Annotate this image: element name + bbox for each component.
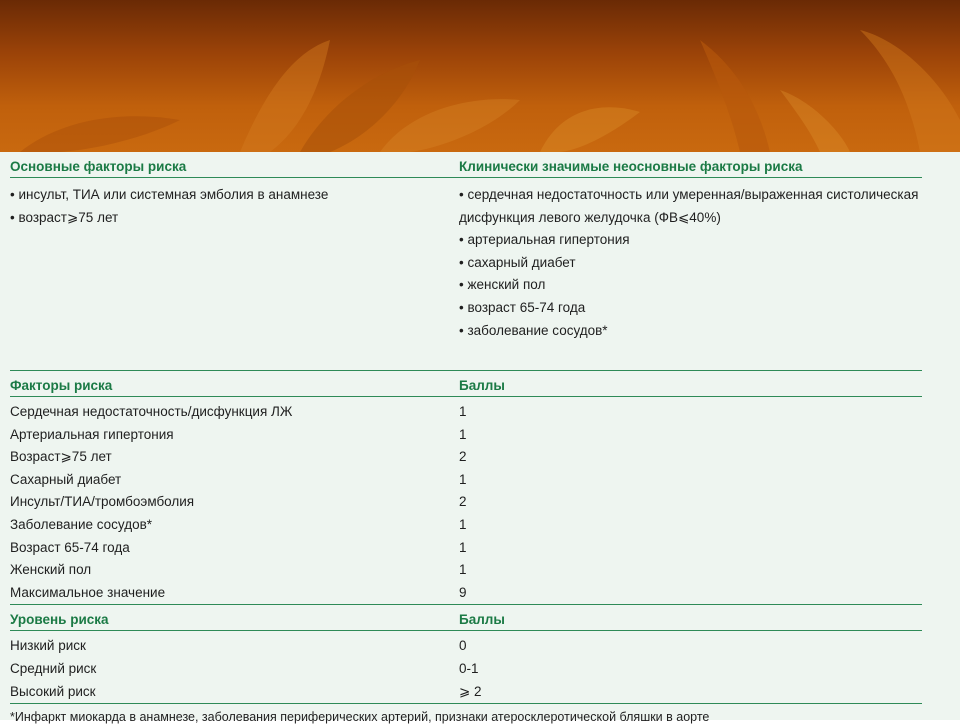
points-cell: 2 bbox=[459, 494, 467, 510]
list-item: • возраст 65-74 года bbox=[459, 299, 586, 315]
factor-cell: Артериальная гипертония bbox=[10, 426, 174, 442]
table-row bbox=[10, 537, 922, 560]
factor-cell: Женский пол bbox=[10, 562, 92, 578]
list-item: • артериальная гипертония bbox=[459, 232, 630, 248]
list-item: • женский пол bbox=[459, 277, 546, 293]
table-row bbox=[10, 424, 922, 447]
section1-body bbox=[10, 178, 922, 371]
risk-level-cell: Средний риск bbox=[10, 660, 97, 676]
section1-header bbox=[10, 152, 922, 178]
table-row bbox=[10, 635, 922, 658]
points-cell: 1 bbox=[459, 471, 467, 487]
section3-header bbox=[10, 605, 922, 631]
factor-cell: Возраст⩾75 лет bbox=[10, 449, 112, 465]
table-row bbox=[10, 514, 922, 537]
points-cell: 2 bbox=[459, 449, 467, 465]
risk-factors-heading: Факторы риска bbox=[10, 378, 113, 393]
list-item: дисфункция левого желудочка (ФВ⩽40%) bbox=[459, 209, 721, 225]
factor-cell: Максимальное значение bbox=[10, 584, 166, 600]
scoring-rows bbox=[10, 397, 922, 605]
points-cell: 0-1 bbox=[459, 660, 479, 676]
points-cell: ⩾ 2 bbox=[459, 683, 482, 699]
risk-level-cell: Низкий риск bbox=[10, 638, 86, 654]
leaf-pattern-graphic bbox=[0, 0, 960, 152]
factor-cell: Заболевание сосудов* bbox=[10, 516, 153, 532]
points-cell: 1 bbox=[459, 539, 467, 555]
list-item: • сахарный диабет bbox=[459, 254, 576, 270]
points-cell: 1 bbox=[459, 404, 467, 419]
points-cell: 0 bbox=[459, 638, 467, 654]
points-cell: 9 bbox=[459, 584, 467, 600]
main-risk-factors-list bbox=[10, 184, 459, 366]
risk-level-heading: Уровень риска bbox=[10, 612, 109, 628]
section2-header bbox=[10, 371, 922, 397]
table-row bbox=[10, 446, 922, 469]
factor-cell: Возраст 65-74 года bbox=[10, 539, 130, 555]
table-row bbox=[10, 491, 922, 514]
table-row bbox=[10, 582, 922, 605]
footnote: *Инфаркт миокарда в анамнезе, заболевания периферических артерий, признаки атеросклеротической бляшки в аорте bbox=[10, 710, 710, 724]
table-row bbox=[10, 559, 922, 582]
points-cell: 1 bbox=[459, 562, 467, 578]
decorative-banner bbox=[0, 0, 960, 152]
points-heading: Баллы bbox=[459, 378, 505, 393]
factor-cell: Сахарный диабет bbox=[10, 471, 122, 487]
table-row bbox=[10, 401, 922, 424]
list-item: • инсульт, ТИА или системная эмболия в анамнезе bbox=[10, 187, 329, 202]
table-row bbox=[10, 681, 922, 704]
risk-level-rows bbox=[10, 631, 922, 704]
points-cell: 1 bbox=[459, 426, 467, 442]
table-row bbox=[10, 469, 922, 492]
main-risk-factors-heading: Основные факторы риска bbox=[10, 159, 187, 174]
risk-factors-table bbox=[10, 152, 922, 724]
factor-cell: Сердечная недостаточность/дисфункция ЛЖ bbox=[10, 404, 293, 419]
factor-cell: Инсульт/ТИА/тромбоэмболия bbox=[10, 494, 195, 510]
minor-risk-factors-heading: Клинически значимые неосновные факторы риска bbox=[459, 159, 803, 174]
list-item: • сердечная недостаточность или умеренная/выраженная систолическая bbox=[459, 187, 919, 202]
points-heading: Баллы bbox=[459, 612, 505, 628]
points-cell: 1 bbox=[459, 516, 467, 532]
minor-risk-factors-list bbox=[459, 184, 922, 366]
risk-level-cell: Высокий риск bbox=[10, 683, 96, 699]
list-item: • возраст⩾75 лет bbox=[10, 209, 119, 225]
list-item: • заболевание сосудов* bbox=[459, 322, 608, 338]
table-row bbox=[10, 658, 922, 681]
